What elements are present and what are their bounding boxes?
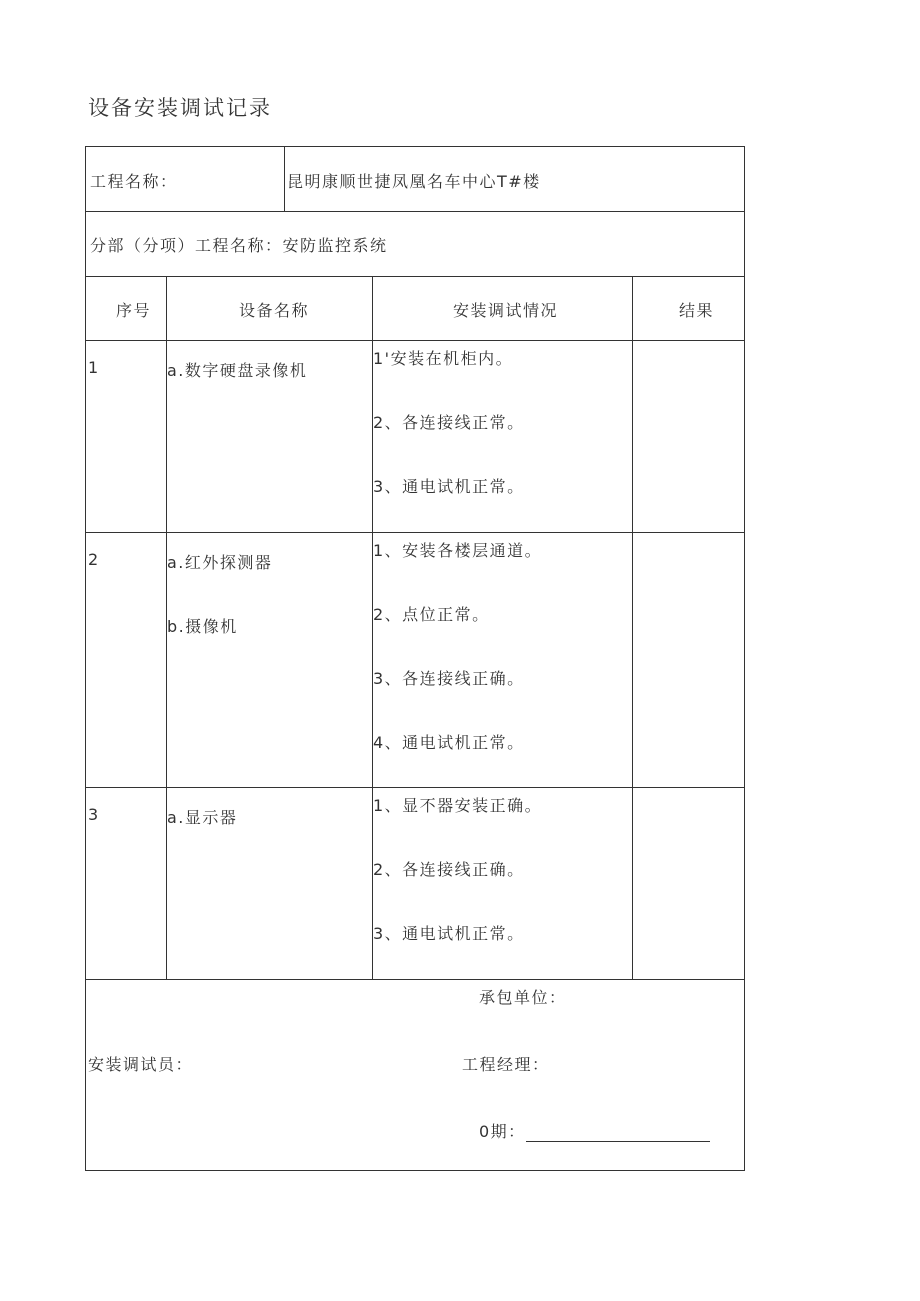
check-item: 2、各连接线正常。: [373, 413, 525, 432]
divider: [86, 532, 744, 533]
device-name: a.红外探测器: [167, 553, 273, 572]
divider: [86, 276, 744, 277]
check-item: 3、通电试机正常。: [373, 477, 525, 496]
date-signature-line[interactable]: [526, 1125, 710, 1142]
column-header-no: 序号: [116, 301, 152, 320]
divider: [86, 787, 744, 788]
check-item: 1'安装在机柜内。: [373, 349, 514, 368]
divider: [632, 276, 633, 979]
check-item: 3、各连接线正确。: [373, 669, 525, 688]
installer-label: 安装调试员：: [88, 1055, 194, 1074]
check-item: 3、通电试机正常。: [373, 924, 525, 943]
check-item: 4、通电试机正常。: [373, 733, 525, 752]
check-item: 1、安装各楼层通道。: [373, 541, 543, 560]
manager-label: 工程经理：: [462, 1055, 550, 1074]
column-header-result: 结果: [679, 301, 715, 320]
project-name-value: 昆明康顺世捷凤凰名车中心T#楼: [287, 172, 541, 191]
row-number: 2: [88, 550, 100, 569]
divider: [284, 147, 285, 211]
check-item: 1、显不器安装正确。: [373, 796, 543, 815]
divider: [86, 979, 744, 980]
column-header-device: 设备名称: [239, 301, 310, 320]
contractor-label: 承包单位：: [479, 988, 567, 1007]
document-title: 设备安装调试记录: [88, 96, 272, 120]
row-number: 3: [88, 805, 100, 824]
check-item: 2、点位正常。: [373, 605, 490, 624]
date-label: 0期：: [479, 1122, 526, 1141]
project-name-label: 工程名称：: [90, 172, 178, 191]
record-form: [85, 146, 745, 1171]
date-field: [479, 1119, 710, 1142]
divider: [86, 211, 744, 212]
column-header-status: 安装调试情况: [453, 301, 559, 320]
check-item: 2、各连接线正确。: [373, 860, 525, 879]
device-name: a.数字硬盘录像机: [167, 361, 308, 380]
device-name: a.显示器: [167, 808, 238, 827]
subproject-label: 分部（分项）工程名称：: [90, 236, 283, 255]
divider: [86, 340, 744, 341]
subproject-row: [90, 233, 388, 256]
row-number: 1: [88, 358, 100, 377]
device-name: b.摄像机: [167, 617, 238, 636]
subproject-value: 安防监控系统: [282, 236, 388, 255]
